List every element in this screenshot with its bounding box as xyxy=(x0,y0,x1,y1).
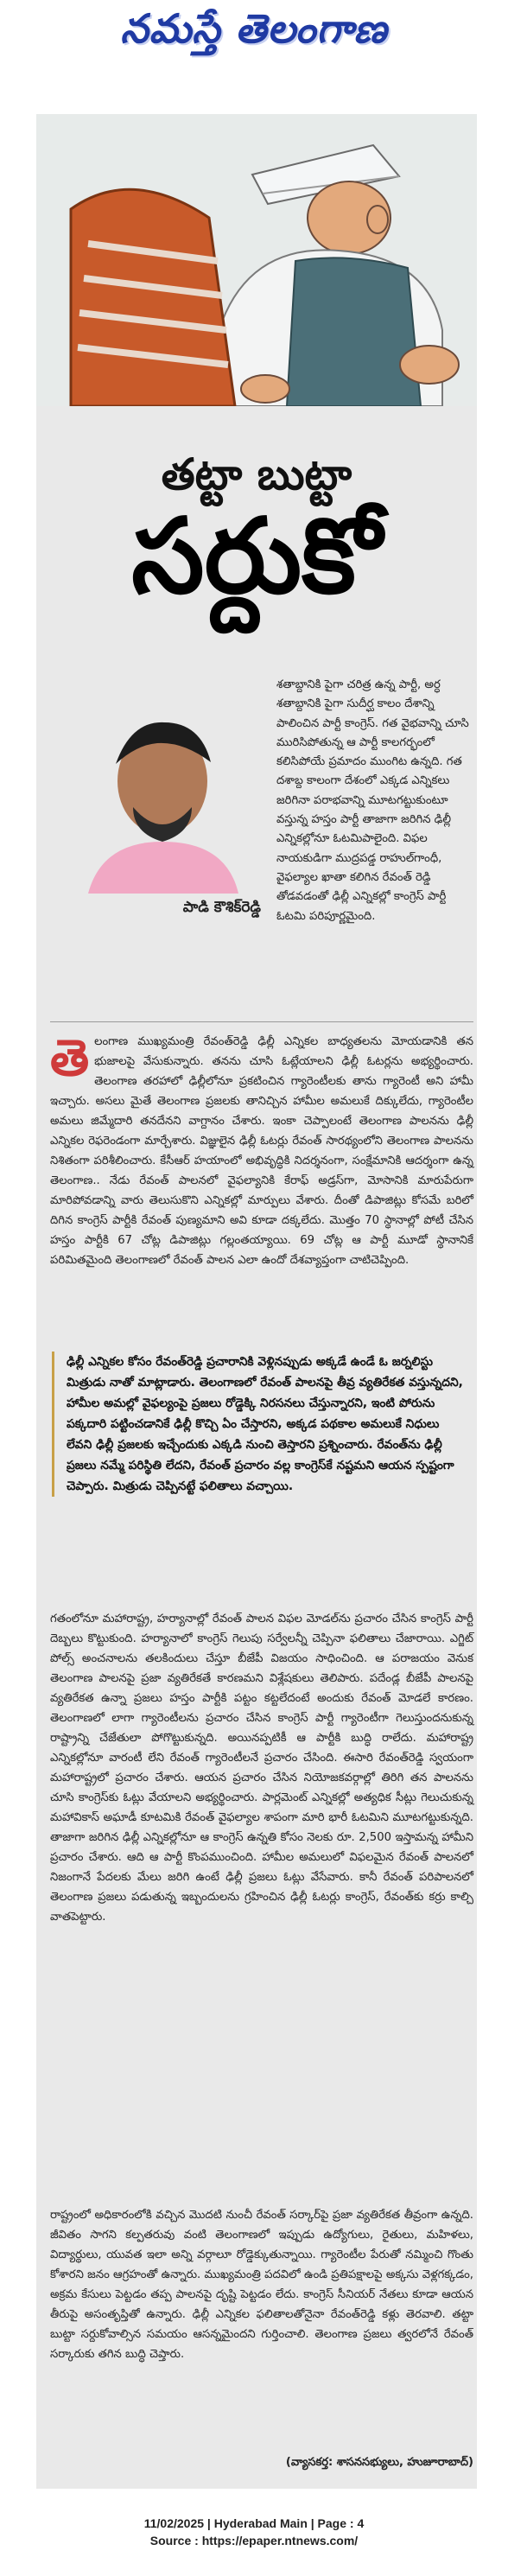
newspaper-logo: నమస్తే తెలంగాణ xyxy=(120,5,388,52)
article-panel xyxy=(36,114,477,2489)
masthead xyxy=(0,0,508,67)
headline: సర్దుకో xyxy=(131,497,382,617)
article-body-paragraph-1 xyxy=(50,1028,473,1270)
paragraph-text: గతంలోనూ మహారాష్ట్ర, హర్యానాల్లో రేవంత్ పాలన విఫల మోడల్‌ను ప్రచారం చేసిన కాంగ్రెస్ పార్టీ దెబ్బలు కొట్టుకుంది. హర్యానాలో కాంగ్రెస్ గెలుపు సర్వేలన్నీ చెప్పినా ఫలితాలు చేజారాయి. ఎగ్జిట్ పోల్స్ అంచనాలను తలకిందులు చేస్తూ బీజేపీ విజయం సాధించింది. ఆ పరాజయం వెనుక తెలంగాణ పాలనపై ప్రజా వ్యతిరేకతే కారణమని విశ్లేషకులు తెలిపారు. పదేండ్ల బీజేపీ పాలనపై వ్యతిరేకత ఉన్నా ప్రజలు హస్తం పార్టీకి పట్టం కట్టలేదంటే అందుకు రేవంత్ మోడలే కారణం. తెలంగాణలో లాగా గ్యారెంటీలను ప్రచారం చేసిన కాంగ్రెస్ పార్టీ గ్యారెంటీగా గెలుస్తుందనుకున్న రాష్ట్రాన్ని చేజేతులా పోగొట్టుకున్నది. అయినప్పటికీ ఆ పార్టీకి బుద్ధి రాలేదు. మహారాష్ట్ర ఎన్నికల్లోనూ వారంటీ లేని రేవంత్ గ్యారెంటీలనే ప్రచారం చేసింది. ఈసారి రేవంత్‌రెడ్డి స్వయంగా మహారాష్ట్రలో ప్రచారం చేశారు. ఆయన ప్రచారం చేసిన నియోజకవర్గాల్లో తిరిగి తన పాలనను చూసి కాంగ్రెస్‌కు ఓట్లు వేయాలని అభ్యర్థించారు. పార్లమెంట్ ఎన్నికల్లో అత్యధిక సీట్లు గెలుచుకున్న మహావికాస్ అఘాడీ కూటమికి రేవంత్ వైఫల్యాల శాపంగా మారి భారీ ఓటమిని మూటగట్టుకున్నది. తాజాగా జరిగిన ఢిల్లీ ఎన్నికల్లోనూ ఆ కాంగ్రెస్ ఉన్నతి కోసం నెలకు రూ. 2,500 ఇస్తామన్న హామీని ప్రచారం చేశారు. ఆది ఆ పార్టీ కొంపముంచింది. హామీల అమలులో విఫలమైన రేవంత్ పాలనలో నిజంగానే పేదలకు మేలు జరిగి ఉంటే ఢిల్లీ ప్రజలు ఓట్లు వేసేవారు. కానీ రేవంత్ పరిపాలనలో తెలంగాణ ప్రజలు పడుతున్న ఇబ్బందులను గ్రహించిన ఢిల్లీ ఓటర్లు కాంగ్రెస్, రేవంత్‌కు కర్రు కాల్చి వాతపెట్టారు. xyxy=(50,1612,473,1924)
pull-quote xyxy=(52,1352,467,1497)
page-footer xyxy=(0,2515,508,2549)
divider xyxy=(50,1021,473,1022)
author-byline: (వ్యాసకర్త: శాసనసభ్యులు, హుజూరాబాద్) xyxy=(285,2456,473,2469)
article-body-paragraph-2 xyxy=(50,1609,473,1927)
author-name: పాడి కౌశిక్‌రెడ్డి xyxy=(182,899,261,916)
edition-info: 11/02/2025 | Hyderabad Main | Page : 4 xyxy=(143,2516,365,2530)
author-photo xyxy=(54,712,251,894)
intro-paragraph xyxy=(276,676,472,926)
pull-quote-text: ఢిల్లీ ఎన్నికల కోసం రేవంత్‌రెడ్డి ప్రచారానికి వెళ్లినప్పుడు అక్కడే ఉండే ఓ జర్నలిస్టు మిత్రుడు నాతో మాట్లాడారు. తెలంగాణలో రేవంత్ పాలనపై తీవ్ర వ్యతిరేకత వస్తున్నదని, హామీల అమల్లో వైఫల్యంపై ప్రజలు రోడ్డెక్కి నిరసనలు చేస్తున్నారని, ఇంటి పోరును పక్కదారి పట్టించడానికే ఢిల్లీ కొచ్చి ఏం చేస్తారని, అక్కడ పథకాల అమలుకే నిధులు లేవని ఢిల్లీ ప్రజలకు ఇచ్చేందుకు ఎక్కడి నుంచి తెస్తారని ప్రశ్నించారు. రేవంత్‌ను ఢిల్లీ ప్రజలు నమ్మే పరిస్థితి లేదని, రేవంత్ ప్రచారం వల్ల కాంగ్రెస్‌కే నష్టమని ఆయన స్పష్టంగా చెప్పారు. మిత్రుడు చెప్పినట్టే ఫలితాలు వచ్చాయి. xyxy=(67,1355,463,1493)
paragraph-text: లంగాణ ముఖ్యమంత్రి రేవంత్‌రెడ్డి ఢిల్లీ ఎన్నికల బాధ్యతలను మోయడానికి తన భుజాలపై వేసుకున్నారు. తనను చూసి ఓట్లేయాలని ఢిల్లీ ఓటర్లను అభ్యర్థించారు. తెలంగాణ తరహాలో ఢిల్లీలోనూ ప్రకటించిన గ్యారెంటీలకు తాను గ్యారెంటీ అని హామీ ఇచ్చారు. అసలు మైతే తెలంగాణ ప్రజలకు తానిచ్చిన హామీల అమలుకే దిక్కులేదు, గ్యారెంటీల అమలు జిమ్మేదారి తనదేనని వాగ్దానం చేశారు. ఇంకా చెప్పాలంటే తెలంగాణ పాలనను ఢిల్లీ ఎన్నికల రెఫరెండంగా మార్చేశారు. విజ్ఞులైన ఢిల్లీ ఓటర్లు రేవంత్ సారథ్యంలోని తెలంగాణ పాలనను నిశితంగా పరిశీలించారు. కేసీఆర్ హయాంలో అభివృద్ధికి నిదర్శనంగా, సంక్షేమానికి ఆదర్శంగా ఉన్న తెలంగాణ.. నేడు రేవంత్ పాలనలో వైఫల్యానికి కేరాఫ్ అడ్రస్‌గా, మోసానికి మారుపేరుగా మారిపోవడాన్ని వారు తెలుసుకొని ఎన్నికల్లో మార్పులు వేశారు. దీంతో డిపాజిట్లు కోసమే బరిలో దిగిన కాంగ్రెస్ పార్టీకి రేవంత్ పుణ్యమాని అవి కూడా దక్కలేదు. మొత్తం 70 స్థానాల్లో పోటీ చేసిన హస్తం పార్టీకి 67 చోట్ల డిపాజిట్లు గల్లంతయ్యాయి. 69 చోట్ల ఆ పార్టీ మూడో స్థానానికే పరిమితమైంది తెలంగాణలో రేవంత్ పాలన ఎలా ఉందో దేశవ్యాప్తంగా చాటిచెప్పింది. xyxy=(50,1035,473,1267)
dropcap: తె xyxy=(50,1028,90,1087)
headline-kicker: తట్టా బుట్టా xyxy=(161,449,352,499)
article-body-paragraph-3 xyxy=(50,2205,473,2364)
source-link[interactable]: Source : https://epaper.ntnews.com/ xyxy=(149,2534,359,2547)
cartoon-illustration xyxy=(36,114,477,406)
politician-cartoon-image xyxy=(36,114,477,406)
paragraph-text: రాష్ట్రంలో అధికారంలోకి వచ్చిన మొదటి నుంచీ రేవంత్ సర్కార్‌పై ప్రజా వ్యతిరేకత తీవ్రంగా ఉన్నది. జీవితం సాగని కల్పతరువు వంటి తెలంగాణలో ఇప్పుడు ఉద్యోగులు, రైతులు, మహిళలు, విద్యార్థులు, యువత ఇలా అన్ని వర్గాలూ రోడ్డెక్కుతున్నాయి. గ్యారెంటీల పేరుతో నమ్మించి గొంతు కోశారని జనం ఆగ్రహంతో ఉన్నారు. ముఖ్యమంత్రి పదవిలో ఉండి ప్రతిపక్షాలపై అక్కసు వెళ్లగక్కడం, అక్రమ కేసులు పెట్టడం తప్ప పాలనపై దృష్టి పెట్టడం లేదు. కాంగ్రెస్ సీనియర్ నేతలు కూడా ఆయన తీరుపై అసంతృప్తితో ఉన్నారు. ఢిల్లీ ఎన్నికల ఫలితాలతోనైనా రేవంత్‌రెడ్డి కళ్లు తెరవాలి. తట్టా బుట్టా సర్దుకోవాల్సిన సమయం ఆసన్నమైందని గుర్తించాలి. తెలంగాణ ప్రజలు త్వరలోనే రేవంత్ సర్కారుకు తగిన బుద్ధి చెప్తారు. xyxy=(50,2209,473,2361)
intro-text: శతాబ్దానికి పైగా చరిత్ర ఉన్న పార్టీ, అర్ధ శతాబ్దానికి పైగా సుదీర్ఘ కాలం దేశాన్ని పాలించిన పార్టీ కాంగ్రెస్. గత వైభవాన్ని చూసి మురిసిపోతున్న ఆ పార్టీ కాలగర్భంలో కలిసిపోయే ప్రమాదం ముంగిట ఉన్నది. గత దశాబ్ద కాలంగా దేశంలో ఎక్కడ ఎన్నికలు జరిగినా పరాభవాన్ని మూటగట్టుకుంటూ వస్తున్న హస్తం పార్టీ తాజాగా జరిగిన ఢిల్లీ ఎన్నికల్లోనూ ఓటమిపాలైంది. విఫల నాయకుడిగా ముద్రపడ్డ రాహుల్‌గాంధీ, వైఫల్యాల ఖాతా కలిగిన రేవంత్ రెడ్డి తోడవడంతో ఢిల్లీ ఎన్నికల్లో కాంగ్రెస్ పార్టీ ఓటమి పరిపూర్ణమైంది. xyxy=(276,678,469,923)
